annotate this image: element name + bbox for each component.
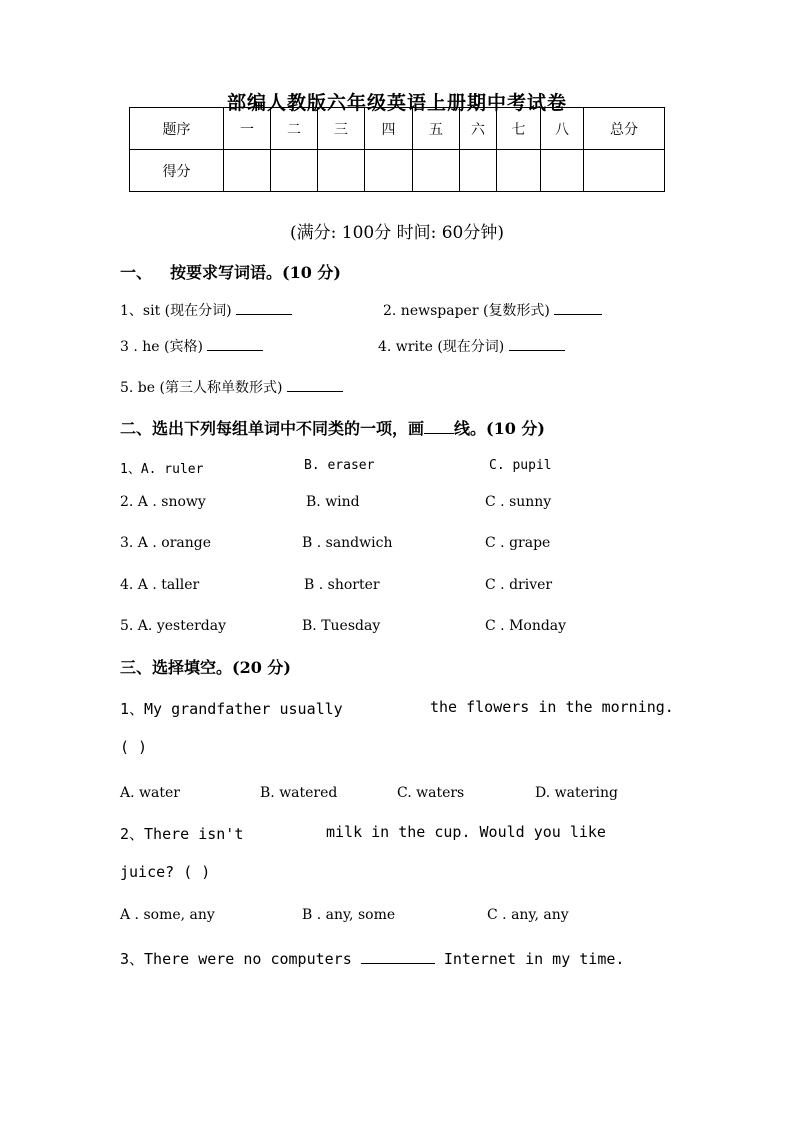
score-cell[interactable] [271,150,318,192]
page-title: 部编人教版六年级英语上册期中考试卷 [226,92,567,114]
s2-row-1-b: B. eraser [304,458,375,473]
s1-q5-text: 5. be (第三人称单数形式) [120,380,283,396]
table-cell: 三 [318,108,365,150]
s3-q1-option-c: C. waters [397,785,465,801]
s3-q1-answer-paren[interactable]: ( ) [120,738,148,756]
s3-q1-option-d: D. watering [535,785,619,801]
s2-row-2-a: 2. A . snowy [120,494,206,510]
s3-q3-text-a: 3、There were no computers [120,950,352,968]
s3-q2-option-a: A . some, any [120,907,215,923]
s2-row-2-b: B. wind [306,494,360,510]
s1-question-1 [120,300,292,320]
table-cell: 五 [413,108,460,150]
s2-row-3-a: 3. A . orange [120,535,211,551]
score-cell[interactable] [584,150,665,192]
table-cell: 总分 [584,108,665,150]
score-cell[interactable] [318,150,365,192]
s2-row-4-a: 4. A . taller [120,577,200,593]
table-cell: 一 [224,108,271,150]
s2-row-5-c: C . Monday [485,618,567,634]
underline-sample [424,433,454,434]
exam-info: (满分: 100分 时间: 60分钟) [289,223,504,243]
section2-heading [120,416,545,439]
score-table [129,107,665,192]
score-table-score-row [130,150,665,192]
s2-row-4-c: C . driver [485,577,553,593]
s1-question-4 [378,336,565,356]
s2-row-1-c: C. pupil [489,458,552,473]
s3-q2-text-c[interactable]: juice? ( ) [120,863,211,881]
table-cell: 六 [460,108,497,150]
score-cell[interactable] [224,150,271,192]
table-cell: 八 [541,108,584,150]
s3-q1-option-b: B. watered [260,785,338,801]
section3-heading: 三、选择填空。(20 分) [120,658,291,677]
s3-q1-text-b: the flowers in the morning. [430,698,674,716]
table-cell: 得分 [130,150,224,192]
answer-blank[interactable] [287,391,343,392]
s3-q2-text-a: 2、There isn't [120,825,244,843]
answer-blank[interactable] [554,314,602,315]
score-cell[interactable] [413,150,460,192]
answer-blank[interactable] [207,350,263,351]
section1-title: 按要求写词语。(10 分) [170,263,341,282]
s1-question-5 [120,377,343,397]
s3-q1-text-a: 1、My grandfather usually [120,700,343,718]
s3-q2-option-c: C . any, any [487,907,569,923]
s3-q1-option-a: A. water [120,785,180,801]
s3-q2-option-b: B . any, some [302,907,396,923]
table-cell: 四 [365,108,413,150]
s3-q2-text-b: milk in the cup. Would you like [326,823,606,841]
answer-blank[interactable] [361,963,435,964]
table-cell: 二 [271,108,318,150]
score-cell[interactable] [541,150,584,192]
section1-number: 一、 [120,263,153,282]
s2-row-3-b: B . sandwich [302,535,393,551]
s3-q3-text-b: Internet in my time. [443,950,625,968]
score-cell[interactable] [365,150,413,192]
score-cell[interactable] [497,150,541,192]
table-cell: 七 [497,108,541,150]
s2-row-5-a: 5. A. yesterday [120,618,227,634]
s2-row-4-b: B . shorter [304,577,380,593]
s2-row-2-c: C . sunny [485,494,552,510]
section1-heading [120,260,341,283]
s3-question-3 [120,948,624,969]
s1-q2-text: 2. newspaper (复数形式) [383,303,550,319]
score-cell[interactable] [460,150,497,192]
answer-blank[interactable] [236,314,292,315]
section2-title-b: 线。(10 分) [454,419,545,438]
table-cell: 题序 [130,108,224,150]
s2-row-5-b: B. Tuesday [302,618,381,634]
s2-row-1-a: 1、A. ruler [120,462,204,477]
s1-q1-text: 1、sit (现在分词) [120,303,232,319]
s1-question-2 [383,300,602,320]
s1-q4-text: 4. write (现在分词) [378,339,505,355]
section2-title-a: 二、选出下列每组单词中不同类的一项，画 [120,419,425,438]
answer-blank[interactable] [509,350,565,351]
score-table-header-row [130,108,665,150]
s2-row-3-c: C . grape [485,535,551,551]
s1-q3-text: 3 . he (宾格) [120,339,203,355]
s1-question-3 [120,336,263,356]
